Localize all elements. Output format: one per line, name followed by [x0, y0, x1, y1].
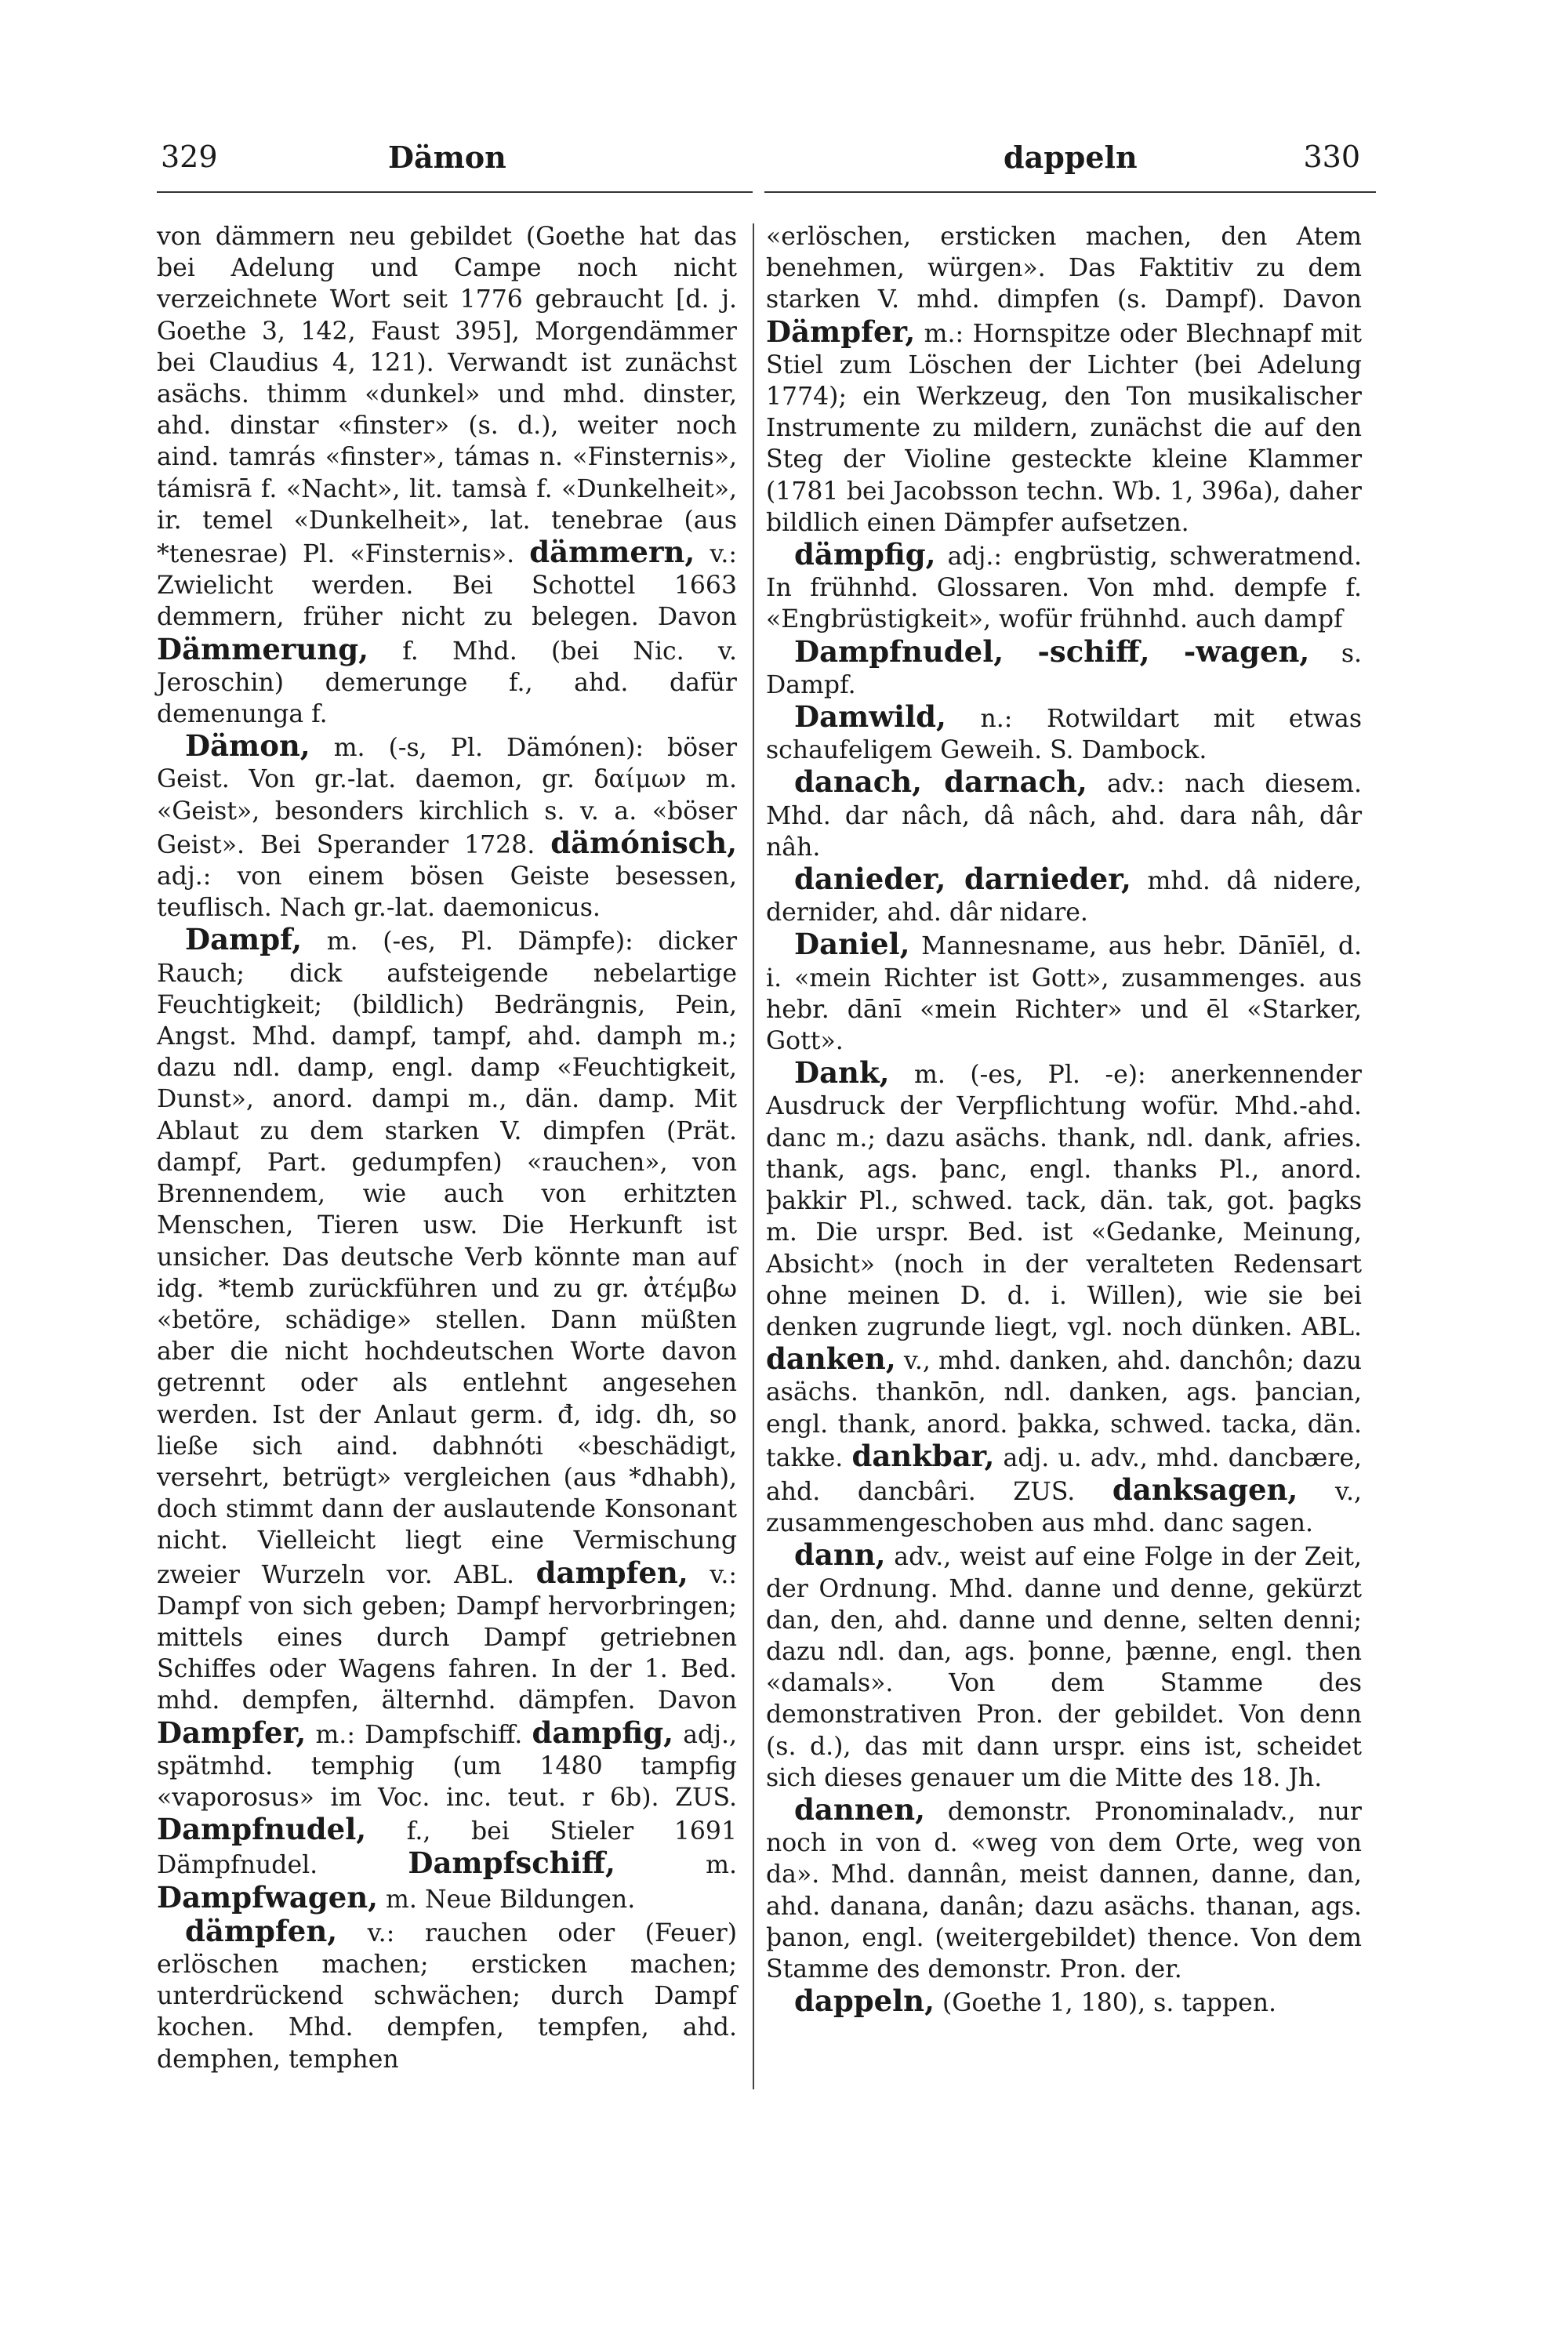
- lemma-daempfer: Dämpfer,: [766, 314, 916, 349]
- entry-dampf: Dampf, m. (-es, Pl. Dämpfe): dicker Rauch; dick aufsteigende nebelartige Feuchtigkeit; (bildlich) Bedrängnis, Pein, Angst. Mhd. dampf, tampf, ahd. damph m.; dazu ndl. damp, engl. damp «Feuchtigkeit, Dunst», anord. dampi m., dän. damp. Mit Ablaut zu dem starken V. dimpfen (Prät. dampf, Part. gedumpfen) «rauchen», von Brennendem, wie auch von erhitzten Menschen, Tieren usw. Die Herkunft ist unsicher. Das deutsche Verb könnte man auf idg. *temb zurückführen und zu gr. ἀτέμβω «betöre, schädige» stellen. Dann müßten aber die nicht hochdeutschen Worte davon getrennt oder als entlehnt angesehen werden. Ist der Anlaut germ. đ, idg. dh, so ließe sich aind. dabhnóti «beschädigt, versehrt, betrügt» vergleichen (aus *dhabh), doch stimmt dann der auslautende Konsonant nicht. Vielleicht liegt eine Vermischung zweier Wurzeln vor. ABL. dampfen, v.: Dampf von sich geben; Dampf hervorbringen; mittels eines durch Dampf getriebnen Schiffes oder Wagens fahren. In der 1. Bed. mhd. dempfen, älternhd. dämpfen. Davon Dampfer, m.: Dampfschiff. dampfig, adj., spätmhd. temphig (um 1480 tampfig «vaporosus» im Voc. inc. teut. r 6b). ZUS. Dampfnudel, f., bei Stieler 1691 Dämpfnudel. Dampfschiff, m. Dampfwagen, m. Neue Bildungen.: [157, 922, 738, 1915]
- lemma-danksagen: danksagen,: [1112, 1472, 1298, 1507]
- page-number-right: 330: [1303, 140, 1360, 174]
- entry-continuation: «erlöschen, ersticken machen, den Atem benehmen, würgen». Das Faktitiv zu dem starken V. mhd. dimpfen (s. Dampf). Davon Dämpfer, m.: Hornspitze oder Blechnapf mit Stiel zum Löschen der Lichter (bei Adelung 1774); ein Werkzeug, den Ton musikalischer Instrumente zu mildern, zunächst die auf den Steg der Violine gesteckte kleine Klammer (1781 bei Jacobsson techn. Wb. 1, 396a), daher bildlich einen Dämpfer aufsetzen.: [766, 223, 1362, 537]
- lemma-danieder: danieder, darnieder,: [794, 862, 1131, 897]
- entry-danieder: danieder, darnieder, mhd. dâ nidere, dernider, ahd. dâr nidare.: [766, 862, 1363, 927]
- lemma-damwild: Damwild,: [794, 699, 946, 735]
- lemma-dampfen: dampfen,: [535, 1555, 688, 1590]
- lemma-danach: danach, darnach,: [794, 764, 1087, 800]
- entry-dank: Dank, m. (-es, Pl. -e): anerkennender Ausdruck der Verpflichtung wofür. Mhd.-ahd. danc m.; dazu asächs. thank, ndl. dank, afries. thank, ags. þanc, engl. thanks Pl., anord. þakkir Pl., schwed. tack, dän. tak, got. þagks m. Die urspr. Bed. ist «Gedanke, Meinung, Absicht» (noch in der veralteten Redensart ohne meinen D. d. i. Willen), wie sie bei denken zugrunde liegt, vgl. noch dünken. ABL. danken, v., mhd. danken, ahd. danchôn; dazu asächs. thankōn, ndl. danken, ags. þancian, engl. thank, anord. þakka, schwed. tacka, dän. takke. dankbar, adj. u. adv., mhd. dancbære, ahd. dancbâri. ZUS. danksagen, v., zusammengeschoben aus mhd. danc sagen.: [766, 1055, 1363, 1538]
- entry-continuation: von dämmern neu gebildet (Goethe hat das bei Adelung und Campe noch nicht verzeichnete Wort seit 1776 gebraucht [d. j. Goethe 3, 142, Faust 395], Morgendämmer bei Claudius 4, 121). Verwandt ist zunächst asächs. thimm «dunkel» und mhd. dinster, ahd. dinstar «finster» (s. d.), weiter noch aind. tamrás «finster», támas n. «Finsternis», támisrā f. «Nacht», lit. tamsà f. «Dunkelheit», ir. temel «Dunkelheit», lat. tenebrae (aus *tenesrae) Pl. «Finsternis». dämmern, v.: Zwielicht werden. Bei Schottel 1663 demmern, früher nicht zu belegen. Davon Dämmerung, f. Mhd. (bei Nic. v. Jeroschin) demerunge f., ahd. dafür demenunga f.: [157, 223, 738, 729]
- lemma-daemmern: dämmern,: [529, 535, 695, 570]
- entry-dampfnudel-schiff-wagen: Dampfnudel, -schiff, -wagen, s. Dampf.: [766, 633, 1362, 699]
- header-rule-left: [157, 191, 753, 193]
- lemma-daemmerung: Dämmerung,: [157, 631, 368, 666]
- entry-daemon: Dämon, m. (-s, Pl. Dämónen): böser Geist. Von gr.-lat. daemon, gr. δαίμων m. «Geist», besonders kirchlich s. v. a. «böser Geist». Bei Sperander 1728. dämónisch, adj.: von einem bösen Geiste besessen, teuflisch. Nach gr.-lat. daemonicus.: [157, 728, 737, 923]
- lemma-dann: dann,: [794, 1537, 886, 1573]
- entry-damwild: Damwild, n.: Rotwildart mit etwas schaufeligem Geweih. S. Dambock.: [766, 699, 1363, 765]
- entry-danach: danach, darnach, adv.: nach diesem. Mhd. dar nâch, dâ nâch, ahd. dara nâh, dâr nâh.: [766, 764, 1362, 862]
- entry-dann: dann, adv., weist auf eine Folge in der Zeit, der Ordnung. Mhd. danne und denne, gekürzt dan, den, ahd. danne und denne, selten denni; dazu ndl. dan, ags. þonne, þænne, engl. then «damals». Von dem Stamme des demonstrativen Pron. der gebildet. Von denn (s. d.), das mit dann urspr. eins ist, scheidet sich dieses genauer um die Mitte des 18. Jh.: [766, 1537, 1362, 1792]
- entry-daempfig: dämpfig, adj.: engbrüstig, schweratmend. In frühnhd. Glossaren. Von mhd. dempfe f. «Engbrüstigkeit», wofür frühnhd. auch dampf: [766, 537, 1362, 634]
- lemma-dampfig: dampfig,: [532, 1715, 674, 1750]
- lemma-dampfwagen: Dampfwagen,: [157, 1879, 379, 1915]
- page-header: [161, 140, 1360, 188]
- lemma-dampf: Dampf,: [185, 922, 303, 957]
- lemma-daniel: Daniel,: [794, 927, 910, 962]
- lemma-dappeln: dappeln,: [794, 1984, 935, 2019]
- entry-dappeln: dappeln, (Goethe 1, 180), s. tappen.: [794, 1984, 1277, 2019]
- lemma-dank: Dank,: [794, 1055, 890, 1091]
- entry-daempfen: dämpfen, v.: rauchen oder (Feuer) erlöschen machen; ersticken machen; unterdrückend schwächen; durch Dampf kochen. Mhd. dempfen, tempfen, ahd. demphen, temphen: [157, 1913, 737, 2074]
- lemma-dankbar: dankbar,: [851, 1438, 995, 1473]
- lemma-daemon: Dämon,: [185, 728, 310, 764]
- entry-daniel: Daniel, Mannesname, aus hebr. Dānīēl, d. i. «mein Richter ist Gott», zusammenges. aus hebr. dānī «mein Richter» und ēl «Starker, Gott».: [766, 927, 1362, 1056]
- entry-dannen: dannen, demonstr. Pronominaladv., nur noch in von d. «weg von dem Orte, weg von da». Mhd. dannân, meist dannen, danne, dan, ahd. danana, danân; dazu asächs. thanan, ags. þanon, engl. (weitergebildet) thence. Von dem Stamme des demonstr. Pron. der.: [766, 1791, 1362, 1984]
- lemma-dampfnudel: Dampfnudel,: [157, 1812, 367, 1847]
- lemma-dampfnudel-schiff-wagen: Dampfnudel, -schiff, -wagen,: [794, 633, 1310, 669]
- right-column: [766, 221, 1362, 2019]
- lemma-daempfig: dämpfig,: [794, 537, 936, 572]
- lemma-daempfen: dämpfen,: [185, 1913, 338, 1948]
- page-number-left: 329: [161, 140, 218, 174]
- left-column: [157, 221, 737, 2075]
- lemma-dampfschiff: Dampfschiff,: [408, 1846, 615, 1881]
- running-head-left: Dämon: [388, 140, 506, 175]
- column-divider: [753, 223, 754, 2089]
- lemma-danken: danken,: [766, 1341, 896, 1377]
- header-rule-right: [764, 191, 1376, 193]
- lemma-dannen: dannen,: [794, 1791, 925, 1827]
- lemma-daemonisch: dämónisch,: [550, 825, 737, 860]
- running-head-right: dappeln: [1004, 140, 1138, 175]
- lemma-dampfer: Dampfer,: [157, 1715, 307, 1750]
